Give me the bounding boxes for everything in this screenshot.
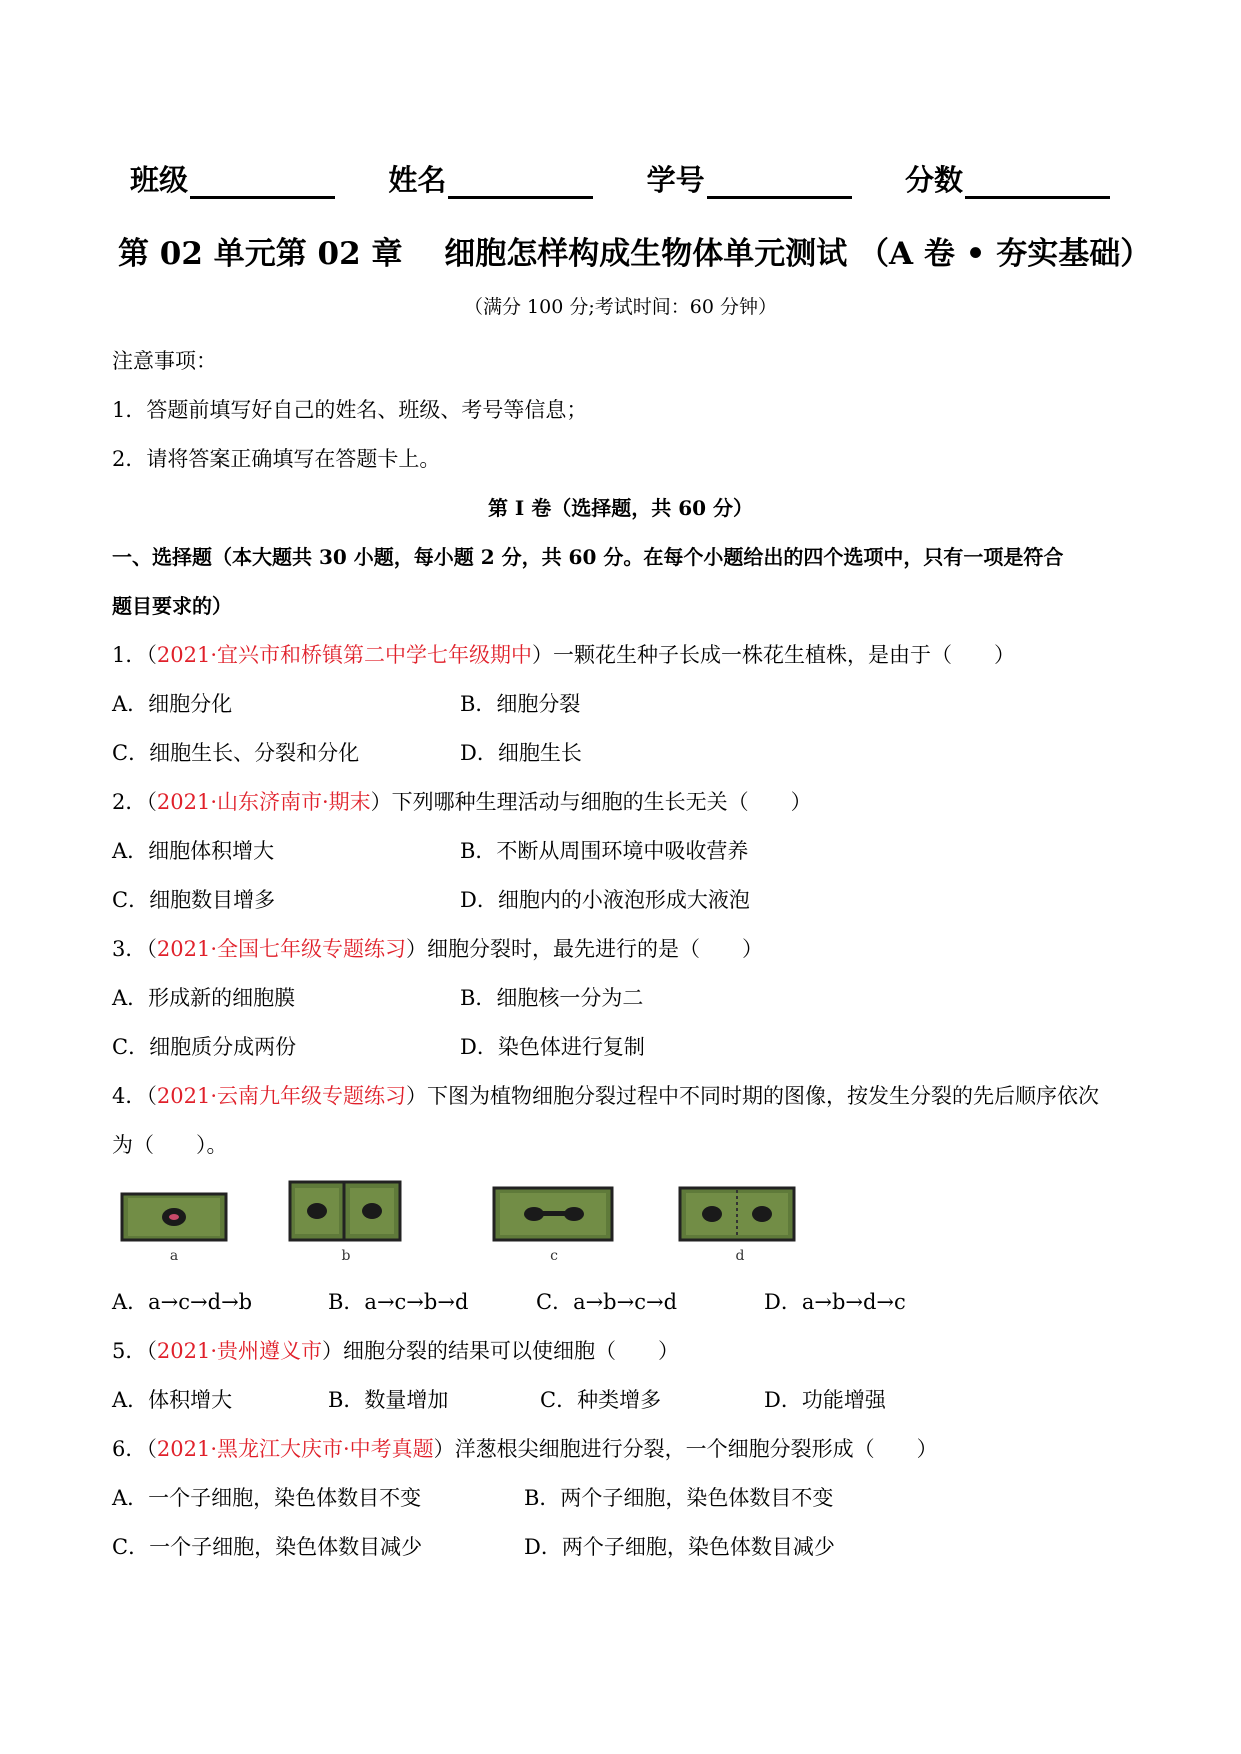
question-source: 2021·宜兴市和桥镇第二中学七年级期中 [156,643,532,667]
notes-item-1: 1．答题前填写好自己的姓名、班级、考号等信息； [112,398,588,422]
question-source: 2021·黑龙江大庆市·中考真题 [156,1437,434,1461]
option-b: B．细胞核一分为二 [460,986,644,1010]
section-instruction-1: 一、选择题（本大题共 30 小题，每小题 2 分，共 60 分。在每个小题给出的四个选项中，只有一项是符合 [112,545,1064,569]
section-instruction-2: 题目要求的） [112,594,232,618]
score-field [905,158,1110,199]
exam-subtitle: （满分 100 分;考试时间：60 分钟） [464,296,777,318]
option-d: D．a→b→d→c [764,1290,906,1314]
question-source: 2021·全国七年级专题练习 [156,937,406,961]
question-number: 4．（ [112,1084,157,1108]
option-a: A．细胞分化 [112,692,233,716]
cell-image-d [676,1180,800,1248]
figure-label-a: a [169,1248,179,1264]
cell-image-b [286,1174,406,1248]
option-c: C．a→b→c→d [536,1290,678,1314]
option-a: A．细胞体积增大 [112,839,275,863]
question-source: 2021·云南九年级专题练习 [156,1084,406,1108]
question-stem: ）下列哪种生理活动与细胞的生长无关（ ） [370,790,812,814]
option-b: B．a→c→b→d [328,1290,469,1314]
option-c: C．一个子细胞，染色体数目减少 [112,1535,423,1559]
question-5 [112,1335,679,1365]
option-c: C．细胞质分成两份 [112,1035,297,1059]
cell-image-c [490,1180,618,1248]
question-3 [112,933,763,963]
option-b: B．不断从周围环境中吸收营养 [460,839,749,863]
name-blank [448,162,593,199]
option-d: D．细胞生长 [460,741,582,765]
option-b: B．两个子细胞，染色体数目不变 [524,1486,834,1510]
option-b: B．数量增加 [328,1388,449,1412]
question-number: 3．（ [112,937,157,961]
option-a: A．形成新的细胞膜 [112,986,296,1010]
page-title: 第 02 单元第 02 章 细胞怎样构成生物体单元测试 （A 卷 • 夯实基础） [118,236,1152,272]
option-a: A．一个子细胞，染色体数目不变 [112,1486,422,1510]
question-stem: ）下图为植物细胞分裂过程中不同时期的图像，按发生分裂的先后顺序依次 [406,1084,1099,1108]
option-d: D．染色体进行复制 [460,1035,645,1059]
question-source: 2021·山东济南市·期末 [156,790,371,814]
question-stem: ）洋葱根尖细胞进行分裂，一个细胞分裂形成（ ） [433,1437,938,1461]
option-b: B．细胞分裂 [460,692,581,716]
score-blank [965,162,1110,199]
score-label: 分数 [904,163,963,197]
question-4 [112,1080,1099,1110]
option-d: D．两个子细胞，染色体数目减少 [524,1535,835,1559]
option-a: A．体积增大 [112,1388,233,1412]
figure-label-b: b [341,1248,351,1264]
class-label: 班级 [130,163,189,197]
question-number: 5．（ [112,1339,157,1363]
question-4-stem-cont: 为（ ）。 [112,1133,228,1157]
option-c: C．细胞生长、分裂和分化 [112,741,360,765]
question-2 [112,786,812,816]
question-number: 6．（ [112,1437,157,1461]
figure-label-d: d [735,1248,745,1264]
id-blank [707,162,852,199]
cell-image-a [118,1188,230,1248]
notes-heading: 注意事项： [112,349,217,373]
question-source: 2021·贵州遵义市 [156,1339,322,1363]
question-1 [112,639,1015,669]
notes-item-2: 2．请将答案正确填写在答题卡上。 [112,447,441,471]
option-c: C．细胞数目增多 [112,888,276,912]
question-number: 2．（ [112,790,157,814]
name-field [388,158,593,199]
id-label: 学号 [646,163,705,197]
question-stem: ）一颗花生种子长成一株花生植株，是由于（ ） [532,643,1015,667]
student-info-row [130,158,1110,199]
question-stem: ）细胞分裂时，最先进行的是（ ） [406,937,763,961]
id-field [647,158,852,199]
class-field [130,158,335,199]
name-label: 姓名 [388,163,447,197]
question-stem: ）细胞分裂的结果可以使细胞（ ） [322,1339,679,1363]
section-heading: 第 I 卷（选择题，共 60 分） [487,496,754,520]
option-d: D．细胞内的小液泡形成大液泡 [460,888,750,912]
cell-division-figure [118,1188,838,1268]
option-c: C．种类增多 [540,1388,662,1412]
class-blank [190,162,335,199]
question-6 [112,1433,938,1463]
question-number: 1．（ [112,643,157,667]
figure-label-c: c [550,1248,558,1264]
option-d: D．功能增强 [764,1388,886,1412]
option-a: A．a→c→d→b [112,1290,253,1314]
